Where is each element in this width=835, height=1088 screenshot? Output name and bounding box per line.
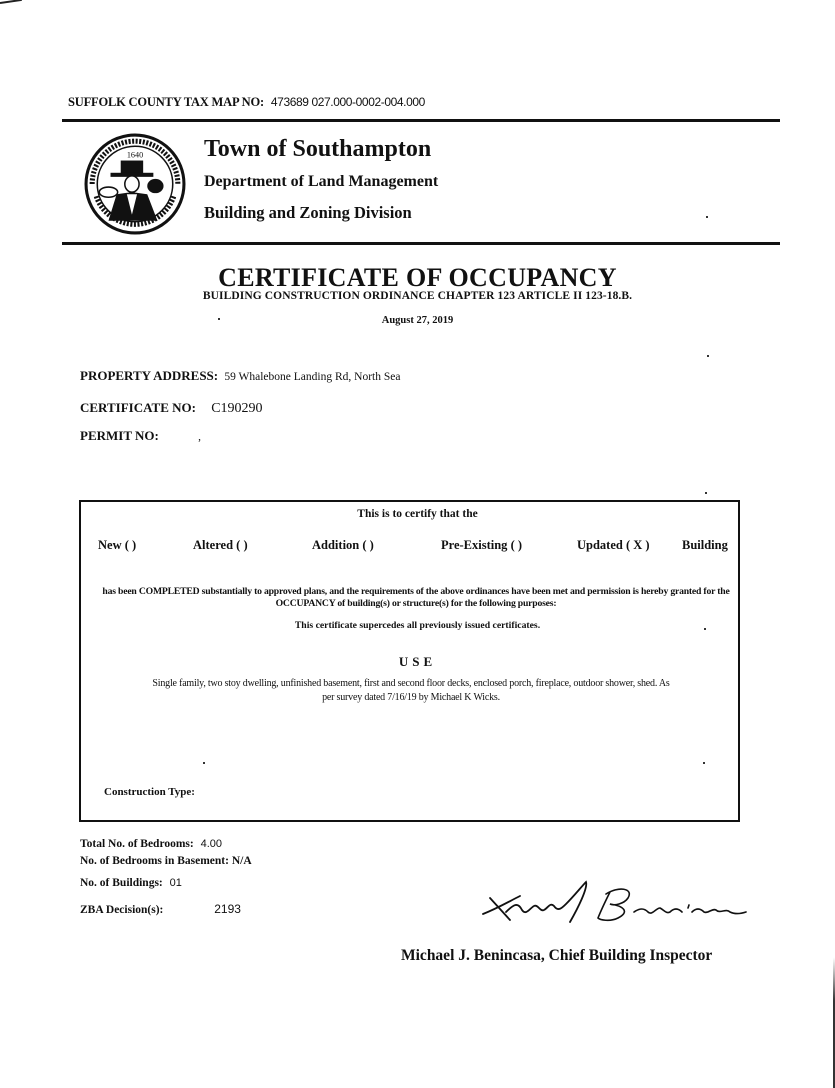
tax-map-value: 473689 027.000-0002-004.000 <box>270 95 425 109</box>
total-bedrooms-label: Total No. of Bedrooms: <box>80 838 194 850</box>
use-heading: USE <box>398 654 437 669</box>
property-address-field <box>80 368 400 384</box>
option-label: New <box>98 538 122 552</box>
option-label: Addition <box>312 538 360 552</box>
scan-speck <box>706 216 708 218</box>
option-pre-existing <box>441 538 522 553</box>
permit-no-label: PERMIT NO: <box>80 428 159 443</box>
scan-artifact <box>0 0 22 4</box>
header-rule-top <box>62 119 780 122</box>
town-seal-icon <box>84 133 186 235</box>
certificate-title: CERTIFICATE OF OCCUPANCY <box>218 263 617 292</box>
basement-bedrooms-field <box>80 855 252 867</box>
certificate-subtitle: BUILDING CONSTRUCTION ORDINANCE CHAPTER 123 ARTICLE II 123-18.B. <box>202 290 633 302</box>
buildings-field <box>80 877 182 889</box>
buildings-label: No. of Buildings: <box>80 877 163 889</box>
basement-bedrooms-value: N/A <box>231 855 252 867</box>
certificate-no-value: C190290 <box>211 401 263 416</box>
permit-no-value: , <box>198 431 201 443</box>
scan-speck <box>218 318 220 320</box>
option-altered <box>193 538 248 553</box>
permit-no-field <box>80 428 201 444</box>
seal-year: 1640 <box>126 150 144 160</box>
scan-speck <box>707 355 709 357</box>
option-checkbox: ( ) <box>362 538 374 552</box>
option-checkbox: ( ) <box>236 538 248 552</box>
zba-decision-field <box>80 902 241 916</box>
option-addition <box>312 538 374 553</box>
scan-speck <box>203 762 205 764</box>
option-updated <box>577 538 650 553</box>
option-new <box>98 538 136 553</box>
option-checkbox: ( ) <box>510 538 523 552</box>
tax-map-line <box>68 95 425 110</box>
division-name: Building and Zoning Division <box>204 203 412 222</box>
basement-bedrooms-label: No. of Bedrooms in Basement: <box>80 855 229 867</box>
inspector-name-title: Michael J. Benincasa, Chief Building Inspector <box>401 947 713 964</box>
certify-line: This is to certify that the <box>357 508 478 520</box>
scan-speck <box>704 628 706 630</box>
option-label: Altered <box>193 538 234 552</box>
construction-type-label: Construction Type: <box>104 786 195 798</box>
zba-decision-value: 2193 <box>214 902 241 916</box>
supersedes-statement: This certificate supercedes all previously issued certificates. <box>294 620 541 631</box>
header-rule-bottom <box>62 242 780 245</box>
scan-speck <box>703 762 705 764</box>
certificate-no-field <box>80 400 263 417</box>
option-checkbox: ( X ) <box>625 538 650 552</box>
certificate-no-label: CERTIFICATE NO: <box>80 400 196 415</box>
tax-map-label: SUFFOLK COUNTY TAX MAP NO: <box>68 95 264 109</box>
use-description: Single family, two stoy dwelling, unfinished basement, first and second floor decks, enclosed porch, fireplace, outdoor shower, shed. As per survey dated 7/16/19 by Michael K Wicks. <box>152 678 670 703</box>
department-name: Department of Land Management <box>204 173 439 190</box>
option-checkbox: ( ) <box>124 538 137 552</box>
total-bedrooms-field <box>80 838 222 850</box>
property-address-value: 59 Whalebone Landing Rd, North Sea <box>224 371 401 383</box>
certificate-date: August 27, 2019 <box>381 315 454 326</box>
property-address-label: PROPERTY ADDRESS: <box>80 368 219 383</box>
inspector-signature <box>478 878 750 928</box>
zba-decision-label: ZBA Decision(s): <box>80 904 164 916</box>
buildings-value: 01 <box>169 877 182 889</box>
completion-statement: has been COMPLETED substantially to approved plans, and the requirements of the above ordinances have been met and permission is hereby granted for the OCCUPANCY of building(s) or structure(s) for the following purposes: <box>102 586 730 609</box>
construction-type-field <box>104 786 195 798</box>
town-name: Town of Southampton <box>204 136 432 162</box>
option-label: Pre-Existing <box>441 538 508 552</box>
options-suffix: Building <box>682 538 728 552</box>
scan-speck <box>705 492 707 494</box>
total-bedrooms-value: 4.00 <box>200 838 223 850</box>
option-label: Updated <box>577 538 623 552</box>
